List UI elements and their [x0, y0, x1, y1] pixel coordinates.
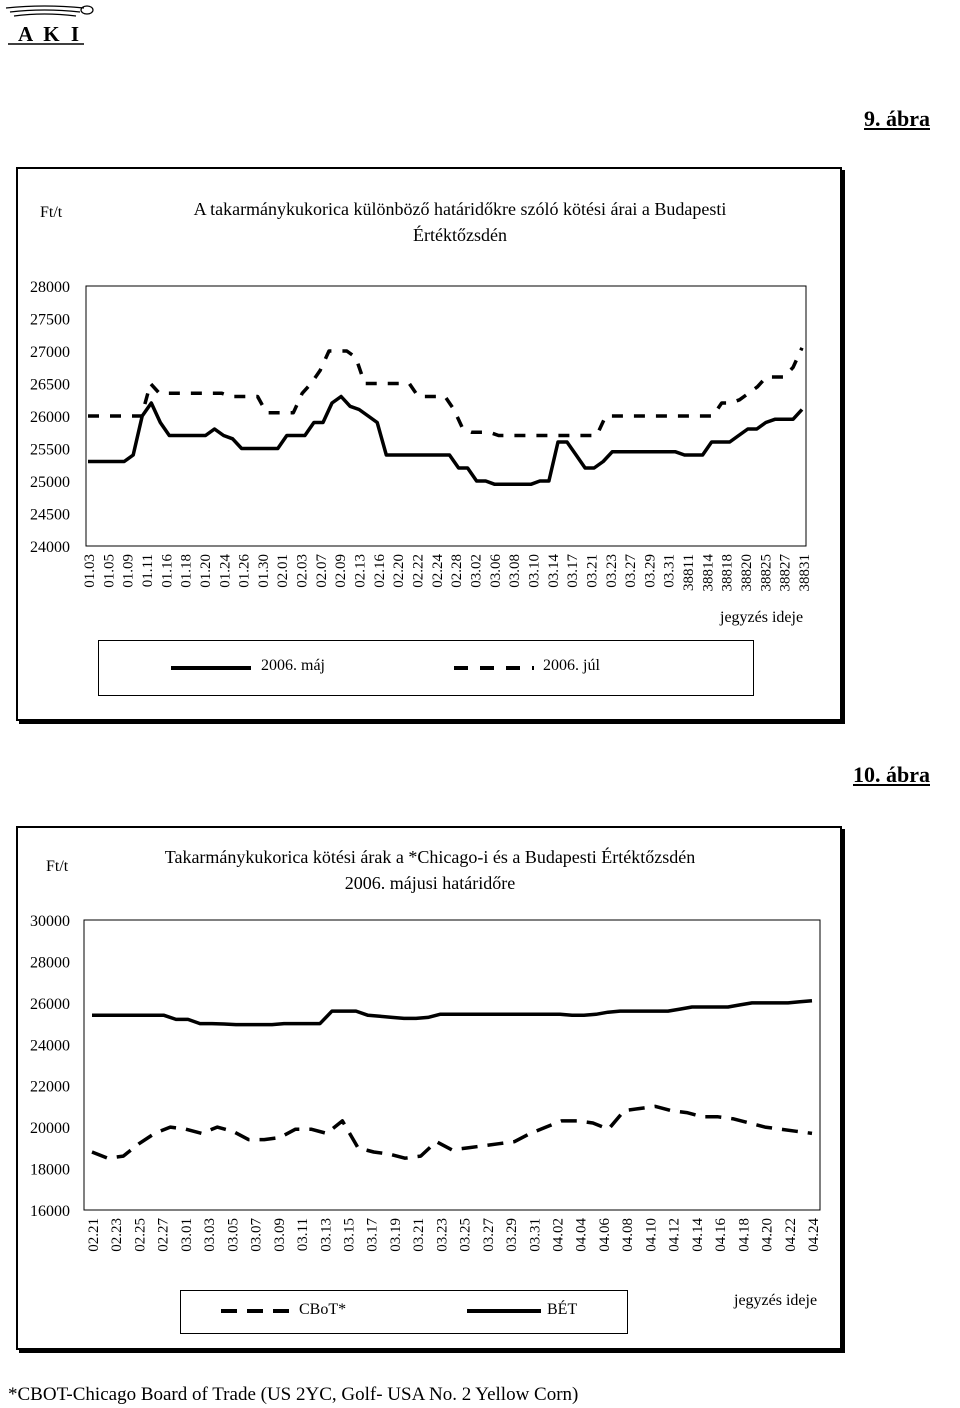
chart-2-legend — [180, 1290, 628, 1334]
chart-2-xtick-label: 04.10 — [643, 1218, 660, 1252]
legend-bet-swatch — [467, 1308, 541, 1314]
chart-2-xtick-label: 04.08 — [620, 1218, 637, 1252]
figure-1-label: 9. ábra — [864, 106, 930, 131]
legend-solid-swatch — [171, 665, 251, 671]
chart-2-title-line-2: 2006. májusi határidőre — [344, 873, 516, 893]
chart-1-xtick-label: 02.03 — [294, 554, 311, 588]
chart-1-ytick-label: 25000 — [30, 474, 70, 491]
chart-1-xtick-label: 02.28 — [449, 554, 466, 588]
chart-2-ylabel: Ft/t — [46, 858, 69, 875]
chart-1-xtick-label: 01.16 — [159, 554, 176, 588]
chart-2-xtick-label: 03.27 — [480, 1218, 497, 1252]
chart-1-xtick-label: 03.14 — [545, 554, 562, 588]
chart-2-xtick-label: 04.24 — [806, 1218, 822, 1252]
chart-2-xtick-label: 04.04 — [573, 1218, 590, 1252]
chart-2-xtick-label: 03.01 — [178, 1218, 195, 1252]
chart-1-ytick-label: 28000 — [30, 279, 70, 296]
chart-2-ytick-label: 28000 — [30, 954, 70, 972]
chart-2-xtick-label: 03.11 — [295, 1218, 312, 1252]
chart-2-xtick-label: 04.16 — [713, 1218, 730, 1252]
chart-1-xtick-label: 38825 — [758, 554, 775, 592]
chart-1-xtick-label: 38831 — [797, 554, 813, 592]
chart-2-series-solid-line — [92, 1001, 812, 1025]
chart-1-xtick-label: 38820 — [739, 554, 756, 592]
chart-1-xtick-label: 03.29 — [642, 554, 659, 588]
chart-1-xtick-label: 02.13 — [352, 554, 369, 588]
chart-2-xtick-label: 03.03 — [202, 1218, 219, 1252]
chart-2-ytick-label: 16000 — [30, 1203, 70, 1220]
chart-1-xtick-label: 03.31 — [661, 554, 678, 588]
chart-1-xtick-label: 02.24 — [429, 554, 446, 588]
aki-logo — [4, 2, 96, 48]
chart-2-xtick-label: 02.25 — [132, 1218, 149, 1252]
legend-cbot-swatch — [221, 1308, 293, 1314]
chart-1-xtick-label: 01.20 — [197, 554, 214, 588]
chart-1-xtick-label: 38818 — [719, 554, 736, 592]
chart-2-xtick-label: 03.13 — [318, 1218, 335, 1252]
chart-2-title-line-1: Takarmánykukorica kötési árak a *Chicago-i és a Budapesti Értéktőzsdén — [164, 847, 696, 867]
chart-2-xtick-label: 04.20 — [759, 1218, 776, 1252]
chart-1-title-line-2: Értéktőzsdén — [413, 225, 507, 245]
chart-1-xtick-label: 01.05 — [101, 554, 118, 588]
chart-1-series-solid-line — [88, 397, 802, 485]
chart-2-xtick-label: 03.29 — [504, 1218, 521, 1252]
chart-2-xtick-label: 03.09 — [271, 1218, 288, 1252]
chart-1-xtick-label: 38811 — [681, 554, 698, 591]
legend-label-2006-maj: 2006. máj — [261, 657, 325, 674]
chart-2-xtick-label: 04.18 — [736, 1218, 753, 1252]
chart-2-xlabel: jegyzés ideje — [734, 1292, 818, 1309]
chart-1-xtick-label: 03.23 — [603, 554, 620, 588]
chart-1-xtick-label: 01.26 — [236, 554, 253, 588]
chart-2-plot-area — [84, 920, 820, 1210]
legend-dashed-swatch — [454, 665, 534, 671]
chart-1-ytick-label: 27500 — [30, 311, 70, 329]
chart-2-xtick-label: 03.15 — [341, 1218, 358, 1252]
chart-2-ytick-label: 30000 — [30, 913, 70, 930]
chart-1-xtick-label: 03.17 — [565, 554, 582, 588]
chart-1-ytick-label: 24500 — [30, 506, 70, 524]
chart-1-xtick-label: 01.30 — [255, 554, 272, 588]
chart-1-xtick-label: 02.16 — [371, 554, 388, 588]
chart-2-xtick-label: 02.27 — [155, 1218, 172, 1252]
chart-2-ytick-label: 26000 — [30, 995, 70, 1013]
chart-2-xtick-label: 03.25 — [457, 1218, 474, 1252]
chart-1-xlabel: jegyzés ideje — [720, 609, 804, 626]
chart-1-ytick-label: 26500 — [30, 376, 70, 394]
chart-1-plot — [16, 260, 838, 600]
chart-2-xtick-label: 03.05 — [225, 1218, 242, 1252]
chart-1-title — [110, 196, 810, 248]
chart-1-plot-area — [86, 286, 806, 546]
figure-2-label: 10. ábra — [853, 762, 930, 787]
footnote: *CBOT-Chicago Board of Trade (US 2YC, Golf- USA No. 2 Yellow Corn) — [8, 1384, 579, 1405]
chart-1-title-line-1: A takarmánykukorica különböző határidőkre szóló kötési árai a Budapesti — [193, 199, 727, 219]
chart-2-xtick-label: 02.21 — [86, 1218, 102, 1252]
chart-1-xtick-label: 02.09 — [333, 554, 350, 588]
chart-2-title — [100, 844, 760, 896]
chart-1-xtick-label: 01.11 — [139, 554, 156, 588]
chart-2-ytick-label: 24000 — [30, 1037, 70, 1055]
chart-2-xtick-label: 03.21 — [411, 1218, 428, 1252]
chart-1-ytick-label: 26000 — [30, 409, 70, 426]
chart-1-xtick-label: 03.21 — [584, 554, 601, 588]
chart-2-xtick-label: 03.19 — [387, 1218, 404, 1252]
chart-1-xtick-label: 01.03 — [82, 554, 98, 588]
legend-label-bet: BÉT — [547, 1301, 578, 1318]
chart-1-ytick-label: 27000 — [30, 344, 70, 361]
chart-2-xtick-label: 02.23 — [109, 1218, 126, 1252]
chart-2-xtick-label: 03.23 — [434, 1218, 451, 1252]
chart-2-xtick-label: 04.14 — [689, 1218, 706, 1252]
chart-1-ytick-label: 25500 — [30, 441, 70, 459]
chart-1-xtick-label: 02.22 — [410, 554, 427, 588]
chart-1-legend — [98, 640, 754, 696]
chart-1-xtick-label: 03.02 — [468, 554, 485, 588]
chart-2-xtick-label: 03.07 — [248, 1218, 265, 1252]
chart-1-ylabel: Ft/t — [40, 204, 63, 221]
chart-2-xtick-label: 04.06 — [596, 1218, 613, 1252]
chart-2-xtick-label: 04.12 — [666, 1218, 683, 1252]
legend-label-cbot: CBoT* — [299, 1301, 347, 1318]
chart-2-xtick-label: 04.22 — [782, 1218, 799, 1252]
chart-1-ytick-label: 24000 — [30, 539, 70, 556]
chart-1-series-dashed-line — [88, 348, 802, 436]
chart-1-xtick-label: 03.10 — [526, 554, 543, 588]
chart-1-xtick-label: 02.20 — [391, 554, 408, 588]
chart-1-xtick-label: 03.08 — [507, 554, 524, 588]
chart-2-plot — [16, 900, 838, 1280]
chart-1-xtick-label: 03.06 — [487, 554, 504, 588]
chart-1-xtick-label: 38827 — [777, 554, 794, 592]
chart-1-xtick-label: 03.27 — [623, 554, 640, 588]
chart-2-ytick-label: 22000 — [30, 1078, 70, 1096]
chart-1-xtick-label: 01.18 — [178, 554, 195, 588]
chart-1-xtick-label: 02.07 — [313, 554, 330, 588]
chart-2-ytick-label: 18000 — [30, 1161, 70, 1179]
chart-1-xtick-label: 01.09 — [120, 554, 137, 588]
logo-text: A K I — [18, 22, 83, 46]
chart-2-series-dashed-line — [92, 1106, 812, 1158]
chart-2-xtick-label: 03.17 — [364, 1218, 381, 1252]
chart-1-xtick-label: 38814 — [700, 554, 717, 592]
chart-2-xtick-label: 03.31 — [527, 1218, 544, 1252]
chart-2-xtick-label: 04.02 — [550, 1218, 567, 1252]
chart-1-xtick-label: 01.24 — [217, 554, 234, 588]
chart-1-xtick-label: 02.01 — [275, 554, 292, 588]
chart-2-ytick-label: 20000 — [30, 1120, 70, 1138]
legend-label-2006-jul: 2006. júl — [543, 657, 600, 674]
